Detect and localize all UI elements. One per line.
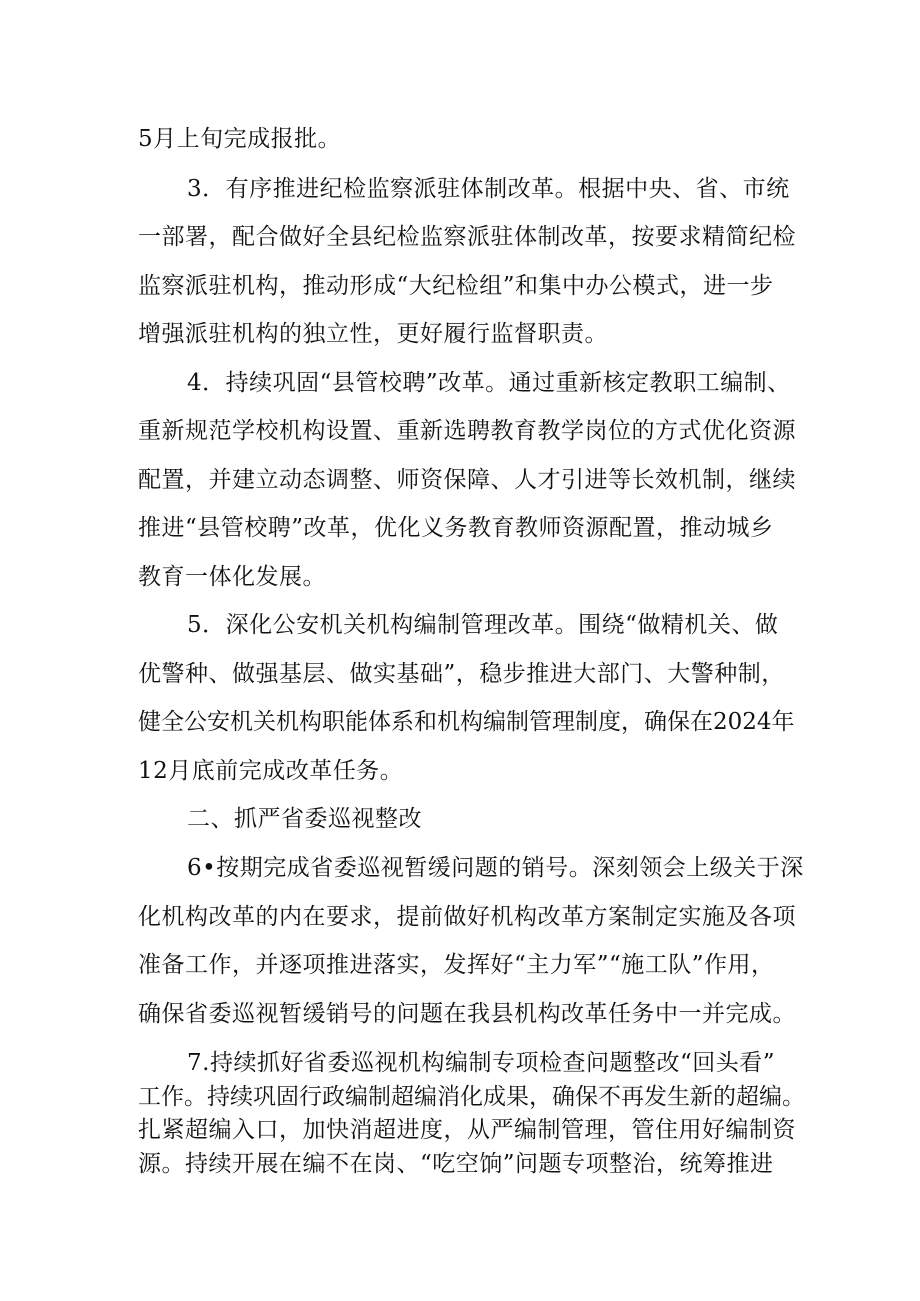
section-heading: 二、抓严省委巡视整改 bbox=[187, 806, 422, 832]
text-line: 准备工作，并逐项推进落实，发挥好“主力军”“施工队”作用， bbox=[138, 952, 775, 978]
text-line: 源。持续开展在编不在岗、“吃空饷”问题专项整治，统筹推进 bbox=[138, 1151, 774, 1177]
text-line: 推进“县管校聘”改革，优化义务教育教师资源配置，推动城乡 bbox=[138, 515, 774, 541]
text-line: 优警种、做强基层、做实基础”，稳步推进大部门、大警种制， bbox=[138, 661, 785, 687]
text-line: 确保省委巡视暂缓销号的问题在我县机构改革任务中一并完成。 bbox=[138, 1001, 796, 1027]
text-line: 扎紧超编入口，加快消超进度，从严编制管理，管住用好编制资 bbox=[138, 1117, 796, 1143]
text-line: 健全公安机关机构职能体系和机构编制管理制度，确保在2024年 bbox=[138, 709, 795, 735]
text-line: 重新规范学校机构设置、重新选聘教育教学岗位的方式优化资源 bbox=[138, 418, 796, 444]
text-line: 化机构改革的内在要求，提前做好机构改革方案制定实施及各项 bbox=[138, 904, 796, 930]
text-line: 教育一体化发展。 bbox=[138, 564, 326, 590]
text-line: 7.持续抓好省委巡视机构编制专项检查问题整改“回头看” bbox=[187, 1050, 775, 1076]
text-line: 12月底前完成改革任务。 bbox=[138, 758, 404, 784]
text-line: 配置，并建立动态调整、师资保障、人才引进等长效机制，继续 bbox=[138, 467, 796, 493]
text-line: 5月上旬完成报批。 bbox=[138, 126, 342, 152]
text-line: 工作。持续巩固行政编制超编消化成果，确保不再发生新的超编。 bbox=[138, 1084, 805, 1110]
text-line: 6•按期完成省委巡视暂缓问题的销号。深刻领会上级关于深 bbox=[187, 855, 804, 881]
text-line: 监察派驻机构，推动形成“大纪检组”和集中办公模式，进一步 bbox=[138, 273, 774, 299]
text-line: 增强派驻机构的独立性，更好履行监督职责。 bbox=[138, 321, 608, 347]
text-line: 3．有序推进纪检监察派驻体制改革。根据中央、省、市统 bbox=[187, 176, 790, 202]
text-line: 5．深化公安机关机构编制管理改革。围绕“做精机关、做 bbox=[187, 612, 779, 638]
text-line: 一部署，配合做好全县纪检监察派驻体制改革，按要求精简纪检 bbox=[138, 224, 796, 250]
text-line: 4．持续巩固“县管校聘”改革。通过重新核定教职工编制、 bbox=[187, 370, 791, 396]
